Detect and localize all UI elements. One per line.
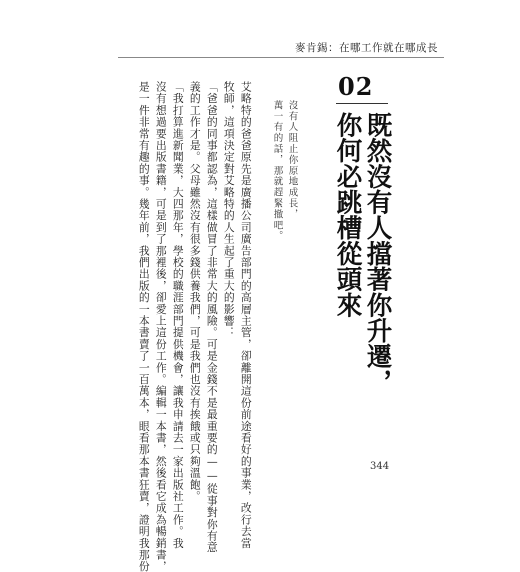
header-rule xyxy=(118,57,444,58)
epigraph-line-2: 萬一有的話，那就趕緊撤吧。 xyxy=(271,100,283,242)
chapter-title-line-1: 既然沒有人擋著你升遷， xyxy=(362,112,393,395)
body-line-7: 是一件非常有趣的事。幾年前，我們出版的一本書賣了一百萬本，眼看那本書狂賣，證明我那份 xyxy=(137,81,151,572)
body-line-1: 艾略特的爸爸原先是廣播公司廣告部門的高層主管，卻離開這份前途看好的事業，改行去當 xyxy=(239,81,253,549)
body-line-2: 牧師，這項決定對艾略特的人生起了重大的影響： xyxy=(222,81,236,339)
body-line-4: 義的工作才是。父母雖然沒有很多錢供養我們，可是我們也沒有挨餓或只夠溫飽。 xyxy=(188,81,202,503)
body-line-5: 「我打算進新聞業，大四那年，學校的職涯部門提供機會，讓我申請去一家出版社工作。我 xyxy=(171,81,185,549)
running-header: 麥肯錫：在哪工作就在哪成長 xyxy=(295,42,438,54)
chapter-title-line-2: 你何必跳槽從頭來 xyxy=(332,112,363,318)
chapter-number: 02 xyxy=(338,72,374,101)
body-line-6: 沒有想過要出版書籍，可是到了那裡後，卻愛上這份工作。編輯一本書，然後看它成為暢銷書， xyxy=(154,81,168,572)
chapter-number-underline xyxy=(336,103,388,104)
body-line-3: 「爸爸的同事都認為，這樣做冒了非常大的風險。可是金錢不是最重要的——從事對你有意 xyxy=(205,81,219,554)
epigraph-line-1: 沒有人阻止你原地成長， xyxy=(286,100,298,220)
page-number: 344 xyxy=(370,461,390,472)
